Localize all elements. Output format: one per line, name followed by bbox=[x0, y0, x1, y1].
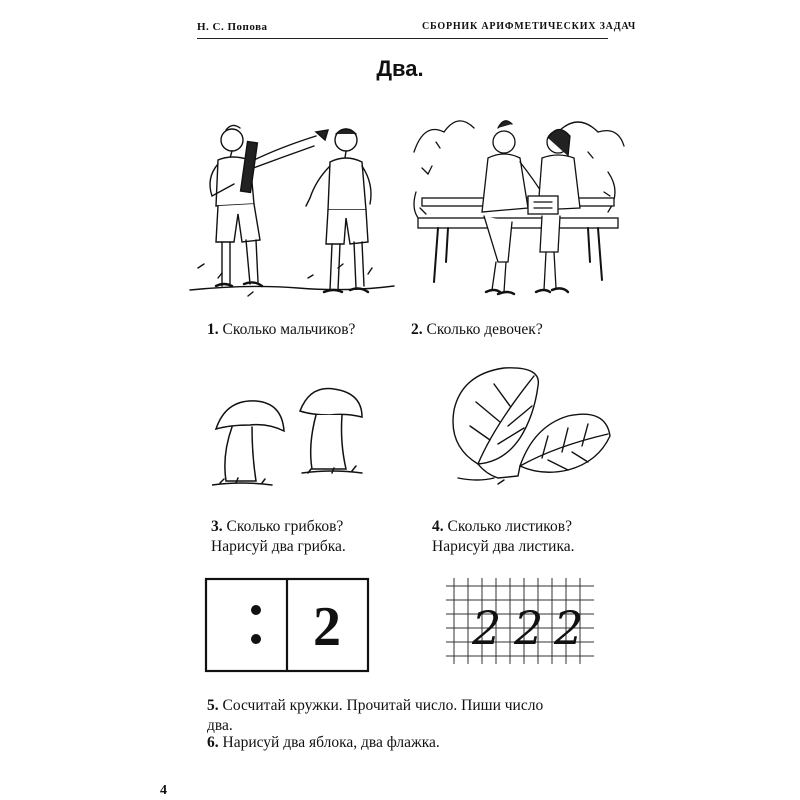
task-3 bbox=[211, 517, 346, 557]
task-text: Сосчитай кружки. Прочитай число. Пиши число bbox=[222, 697, 544, 714]
leaves-illustration bbox=[438, 366, 618, 492]
page-title: Два. bbox=[376, 56, 424, 81]
task-2 bbox=[411, 320, 543, 340]
task-text: Сколько грибков? bbox=[226, 518, 344, 535]
number-card bbox=[204, 577, 370, 673]
task-5 bbox=[207, 696, 543, 736]
task-number: 5. bbox=[207, 697, 219, 714]
task-text-line2: два. bbox=[207, 717, 233, 734]
girls-illustration bbox=[408, 112, 628, 308]
task-text: Сколько мальчиков? bbox=[222, 321, 356, 338]
task-text-line2: Нарисуй два грибка. bbox=[211, 538, 346, 555]
number-card-digit: 2 bbox=[313, 596, 341, 658]
task-number: 6. bbox=[207, 734, 219, 751]
boys-illustration bbox=[188, 118, 396, 308]
page-number: 4 bbox=[160, 783, 167, 798]
mushrooms-illustration bbox=[212, 385, 372, 493]
task-text: Нарисуй два яблока, два флажка. bbox=[222, 734, 440, 751]
copybook-digit: 2 bbox=[514, 601, 544, 655]
task-number: 3. bbox=[211, 518, 223, 535]
copybook-digit: 2 bbox=[472, 601, 502, 655]
counting-dot bbox=[251, 605, 261, 615]
counting-dot bbox=[251, 634, 261, 644]
task-text: Сколько девочек? bbox=[426, 321, 543, 338]
task-6 bbox=[207, 733, 440, 753]
running-head-book-title: СБОРНИК АРИФМЕТИЧЕСКИХ ЗАДАЧ bbox=[422, 21, 637, 32]
task-number: 1. bbox=[207, 321, 219, 338]
task-4 bbox=[432, 517, 575, 557]
copybook-digit: 2 bbox=[554, 601, 584, 655]
header-rule bbox=[197, 38, 608, 39]
task-number: 4. bbox=[432, 518, 444, 535]
task-1 bbox=[207, 320, 355, 340]
task-number: 2. bbox=[411, 321, 423, 338]
running-head-author: Н. С. Попова bbox=[197, 21, 268, 33]
copybook-grid bbox=[446, 578, 594, 664]
task-text: Сколько листиков? bbox=[447, 518, 572, 535]
task-text-line2: Нарисуй два листика. bbox=[432, 538, 575, 555]
